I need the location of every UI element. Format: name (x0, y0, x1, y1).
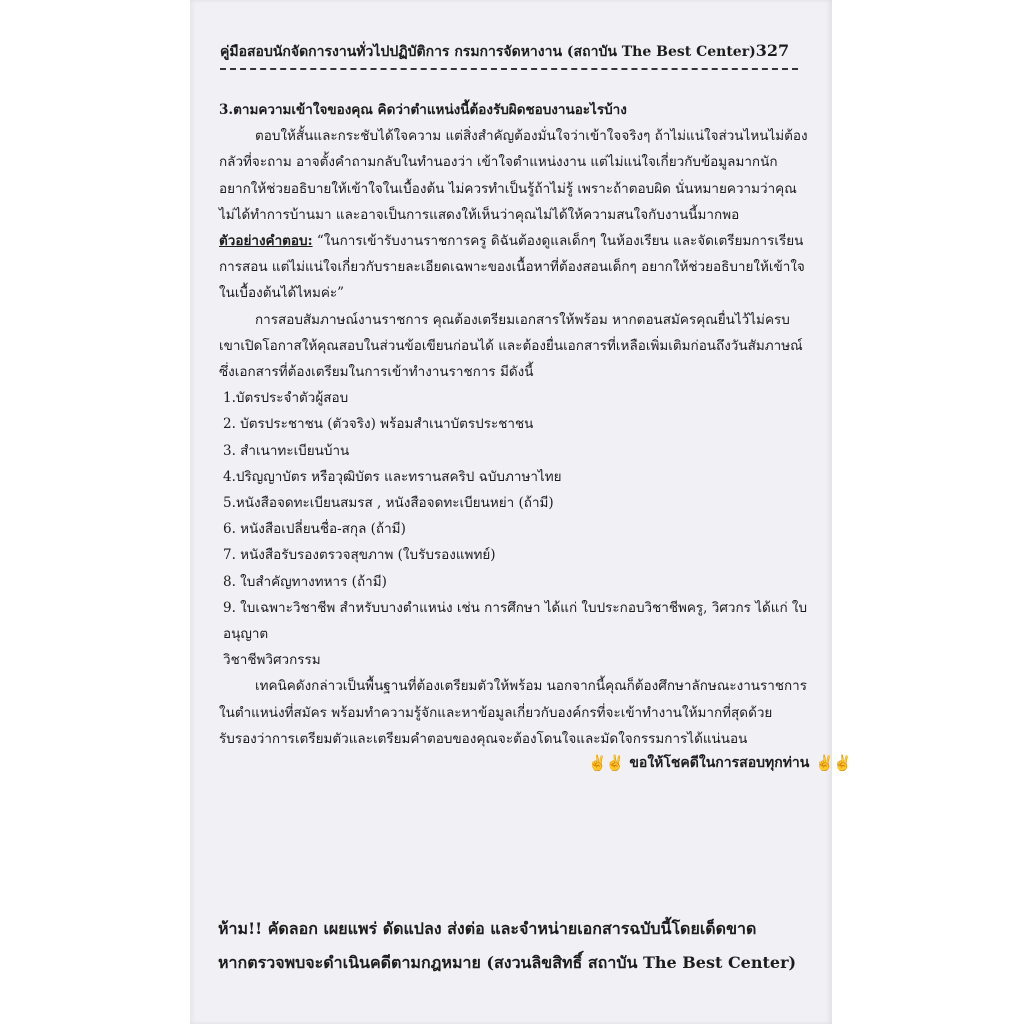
answer-paragraph: ตอบให้สั้นและกระชับได้ใจความ แต่สิ่งสำคัญต้องมั่นใจว่าเข้าใจจริงๆ ถ้าไม่แน่ใจส่วนไหนไม่ต้องกลัวที่จะถาม อาจตั้งคำถามกลับในทำนองว่า เข้าใจตำแหน่งงาน แต่ไม่แน่ใจเกี่ยวกับข้อมูลมากนัก อยากให้ช่วยอธิบายให้เข้าใจในเบื้องต้น ไม่ควรทำเป็นรู้ถ้าไม่รู้ เพราะถ้าตอบผิด นั่นหมายความว่าคุณไม่ได้ทำการบ้านมา และอาจเป็นการแสดงให้เห็นว่าคุณไม่ได้ให้ความสนใจกับงานนี้มากพอ (219, 128, 808, 223)
list-item: 7. หนังสือรับรองตรวจสุขภาพ (ใบรับรองแพทย์) (223, 547, 496, 564)
example-answer (219, 228, 809, 307)
documents-list (219, 385, 809, 673)
list-item: วิชาชีพวิศวกรรม (223, 652, 321, 669)
page-header (220, 41, 810, 63)
list-item: 3. สำเนาทะเบียนบ้าน (223, 442, 350, 459)
victory-hand-icon: ✌✌ (588, 754, 624, 772)
example-text: “ในการเข้ารับงานราชการครู ดิฉันต้องดูแลเด็กๆ ในห้องเรียน และจัดเตรียมการเรียนการสอน แต่ไม่แน่ใจเกี่ยวกับรายละเอียดเฉพาะของเนื้อหาที่ต้องสอนเด็กๆ อยากให้ช่วยอธิบายให้เข้าใจในเบื้องต้นได้ไหมค่ะ” (219, 233, 805, 302)
list-item: 9. ใบเฉพาะวิชาชีพ สำหรับบางตำแหน่ง เช่น การศึกษา ได้แก่ ใบประกอบวิชาชีพครู, วิศวกร ได้แก่ ใบอนุญาต (223, 599, 808, 643)
documents-intro: การสอบสัมภาษณ์งานราชการ คุณต้องเตรียมเอกสารให้พร้อม หากตอนสมัครคุณยื่นไว้ไม่ครบ เขาเปิดโอกาสให้คุณสอบในส่วนข้อเขียนก่อนได้ และต้องยื่นเอกสารที่เหลือเพิ่มเติมก่อนถึงวันสัมภาษณ์ ซึ่งเอกสารที่ต้องเตรียมในการเข้าทำงานราชการ มีดังนี้ (219, 311, 803, 381)
copyright-warning (218, 912, 818, 980)
question-heading: 3.ตามความเข้าใจของคุณ คิดว่าตำแหน่งนี้ต้องรับผิดชอบงานอะไรบ้าง (219, 102, 627, 118)
list-item: 1.บัตรประจำตัวผู้สอบ (223, 390, 349, 407)
list-item: 4.ปริญญาบัตร หรือวุฒิบัตร และทรานสคริป ฉบับภาษาไทย (223, 468, 562, 485)
header-title: คู่มือสอบนักจัดการงานทั่วไปปฏิบัติการ กรมการจัดหางาน (สถาบัน The Best Center) (220, 44, 756, 60)
example-label: ตัวอย่างคำตอบ: (219, 233, 313, 250)
victory-hand-icon: ✌✌ (815, 754, 851, 772)
list-item: 8. ใบสำคัญทางทหาร (ถ้ามี) (223, 573, 387, 590)
list-item: 5.หนังสือจดทะเบียนสมรส , หนังสือจดทะเบียนหย่า (ถ้ามี) (223, 495, 554, 512)
header-divider (220, 68, 798, 70)
body-text (219, 97, 809, 752)
page-number: 327 (755, 41, 790, 60)
good-luck-text: ขอให้โชคดีในการสอบทุกท่าน (629, 755, 810, 771)
warning-line-2: หากตรวจพบจะดำเนินคดีตามกฎหมาย (สงวนลิขสิทธิ์ สถาบัน The Best Center) (218, 953, 797, 972)
closing-paragraph: เทคนิคดังกล่าวเป็นพื้นฐานที่ต้องเตรียมตัวให้พร้อม นอกจากนี้คุณก็ต้องศึกษาลักษณะงานราชการในตำแหน่งที่สมัคร พร้อมทำความรู้จักและหาข้อมูลเกี่ยวกับองค์กรที่จะเข้าทำงานให้มากที่สุดด้วย รับรองว่าการเตรียมตัวและเตรียมคำตอบของคุณจะต้องโดนใจและมัดใจกรรมการได้แน่นอน (219, 678, 808, 747)
list-item: 2. บัตรประชาชน (ตัวจริง) พร้อมสำเนาบัตรประชาชน (223, 416, 534, 433)
list-item: 6. หนังสือเปลี่ยนชื่อ-สกุล (ถ้ามี) (223, 521, 406, 538)
warning-line-1: ห้าม!! คัดลอก เผยแพร่ ดัดแปลง ส่งต่อ และจำหน่ายเอกสารฉบับนี้โดยเด็ดขาด (218, 919, 757, 938)
good-luck-line (588, 752, 851, 774)
